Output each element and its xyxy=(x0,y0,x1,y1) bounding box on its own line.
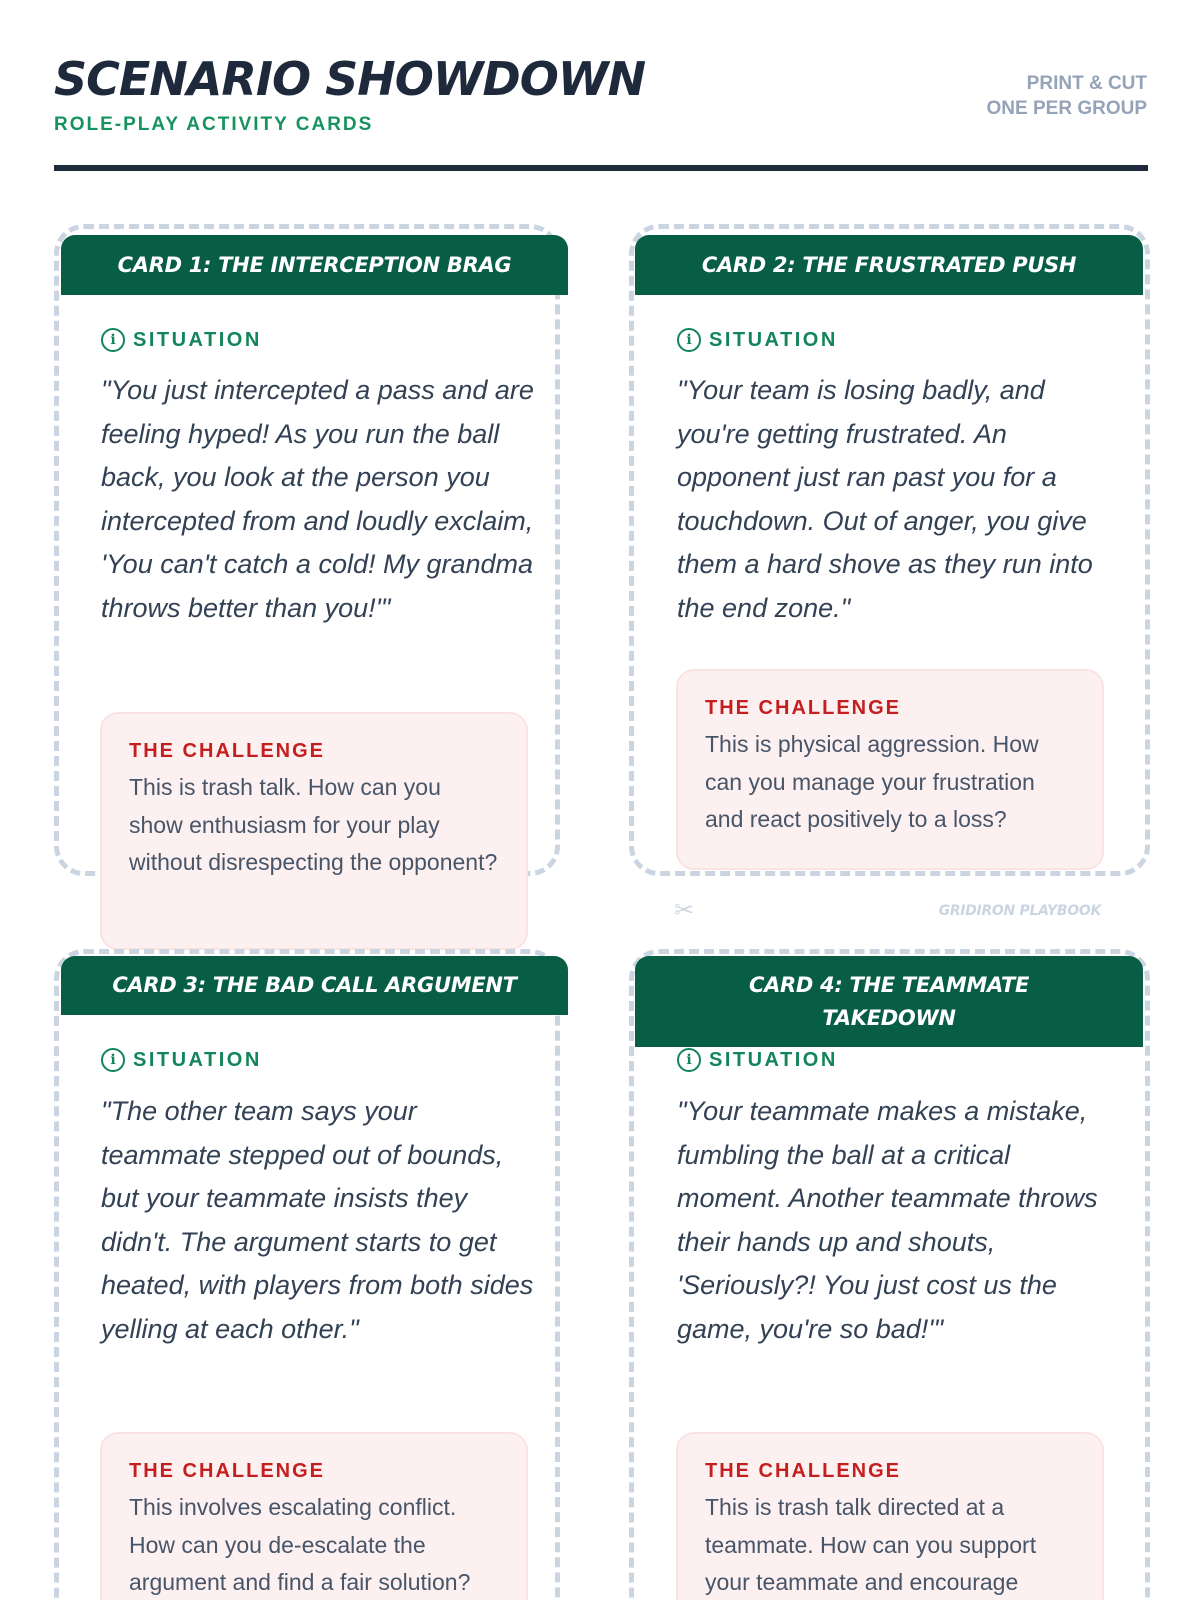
page-subtitle: ROLE-PLAY ACTIVITY CARDS xyxy=(54,114,374,135)
card-3-challenge-box xyxy=(100,1432,528,1600)
scissors-icon: ✂ xyxy=(674,896,695,924)
page-title: SCENARIO SHOWDOWN xyxy=(54,52,646,106)
card-2-title: CARD 2: THE FRUSTRATED PUSH xyxy=(635,235,1143,295)
challenge-label: THE CHALLENGE xyxy=(705,697,901,719)
print-instructions xyxy=(987,71,1147,121)
card-2-situation-label xyxy=(677,328,838,352)
card-1-challenge-box xyxy=(100,712,528,950)
situation-label-text: SITUATION xyxy=(709,328,838,351)
print-instruction-line: PRINT & CUT xyxy=(1026,73,1147,94)
card-3-situation-text: "The other team says your teammate stepped out of bounds, but your teammate insists they didn't. The argument starts to get heated, with players from both sides yelling at each other." xyxy=(101,1096,534,1344)
group-instruction-line: ONE PER GROUP xyxy=(986,98,1147,119)
challenge-label: THE CHALLENGE xyxy=(129,1460,325,1482)
info-icon: i xyxy=(677,1048,701,1072)
card-3-title: CARD 3: THE BAD CALL ARGUMENT xyxy=(61,956,568,1015)
card-4-title: CARD 4: THE TEAMMATE TAKEDOWN xyxy=(635,956,1143,1047)
card-4-challenge-box xyxy=(676,1432,1104,1600)
challenge-label: THE CHALLENGE xyxy=(129,740,325,762)
challenge-label: THE CHALLENGE xyxy=(705,1460,901,1482)
card-3-challenge-text: This involves escalating conflict. How can you de-escalate the argument and find a fair solution? xyxy=(129,1494,471,1595)
card-1-challenge-text: This is trash talk. How can you show enthusiasm for your play without disrespecting the opponent? xyxy=(129,774,498,875)
card-1-situation-text: "You just intercepted a pass and are feeling hyped! As you run the ball back, you look at the person you intercepted from and loudly exclaim, 'You can't catch a cold! My grandma throws better than you!'" xyxy=(101,375,534,623)
card-2-challenge-text: This is physical aggression. How can you manage your frustration and react positively to a loss? xyxy=(705,731,1039,832)
situation-label-text: SITUATION xyxy=(133,1048,262,1071)
info-icon: i xyxy=(101,328,125,352)
situation-label-text: SITUATION xyxy=(709,1048,838,1071)
card-4-situation-label xyxy=(677,1048,838,1072)
info-icon: i xyxy=(101,1048,125,1072)
card-4-situation-text: "Your teammate makes a mistake, fumbling the ball at a critical moment. Another teammate throws their hands up and shouts, 'Seriously?! You just cost us the game, you're so bad!'" xyxy=(677,1096,1098,1344)
situation-label-text: SITUATION xyxy=(133,328,262,351)
card-2-challenge-box xyxy=(676,669,1104,870)
card-1-situation-label xyxy=(101,328,262,352)
card-1-title: CARD 1: THE INTERCEPTION BRAG xyxy=(61,235,568,295)
brand-mark: GRIDIRON PLAYBOOK xyxy=(938,903,1101,919)
card-3-situation-label xyxy=(101,1048,262,1072)
info-icon: i xyxy=(677,328,701,352)
header-divider xyxy=(54,165,1148,171)
card-2-situation-text: "Your team is losing badly, and you're getting frustrated. An opponent just ran past you for a touchdown. Out of anger, you give them a hard shove as they run into the end zone." xyxy=(677,375,1093,623)
card-4-challenge-text: This is trash talk directed at a teammate. How can you support your teammate and encourage xyxy=(705,1494,1037,1595)
